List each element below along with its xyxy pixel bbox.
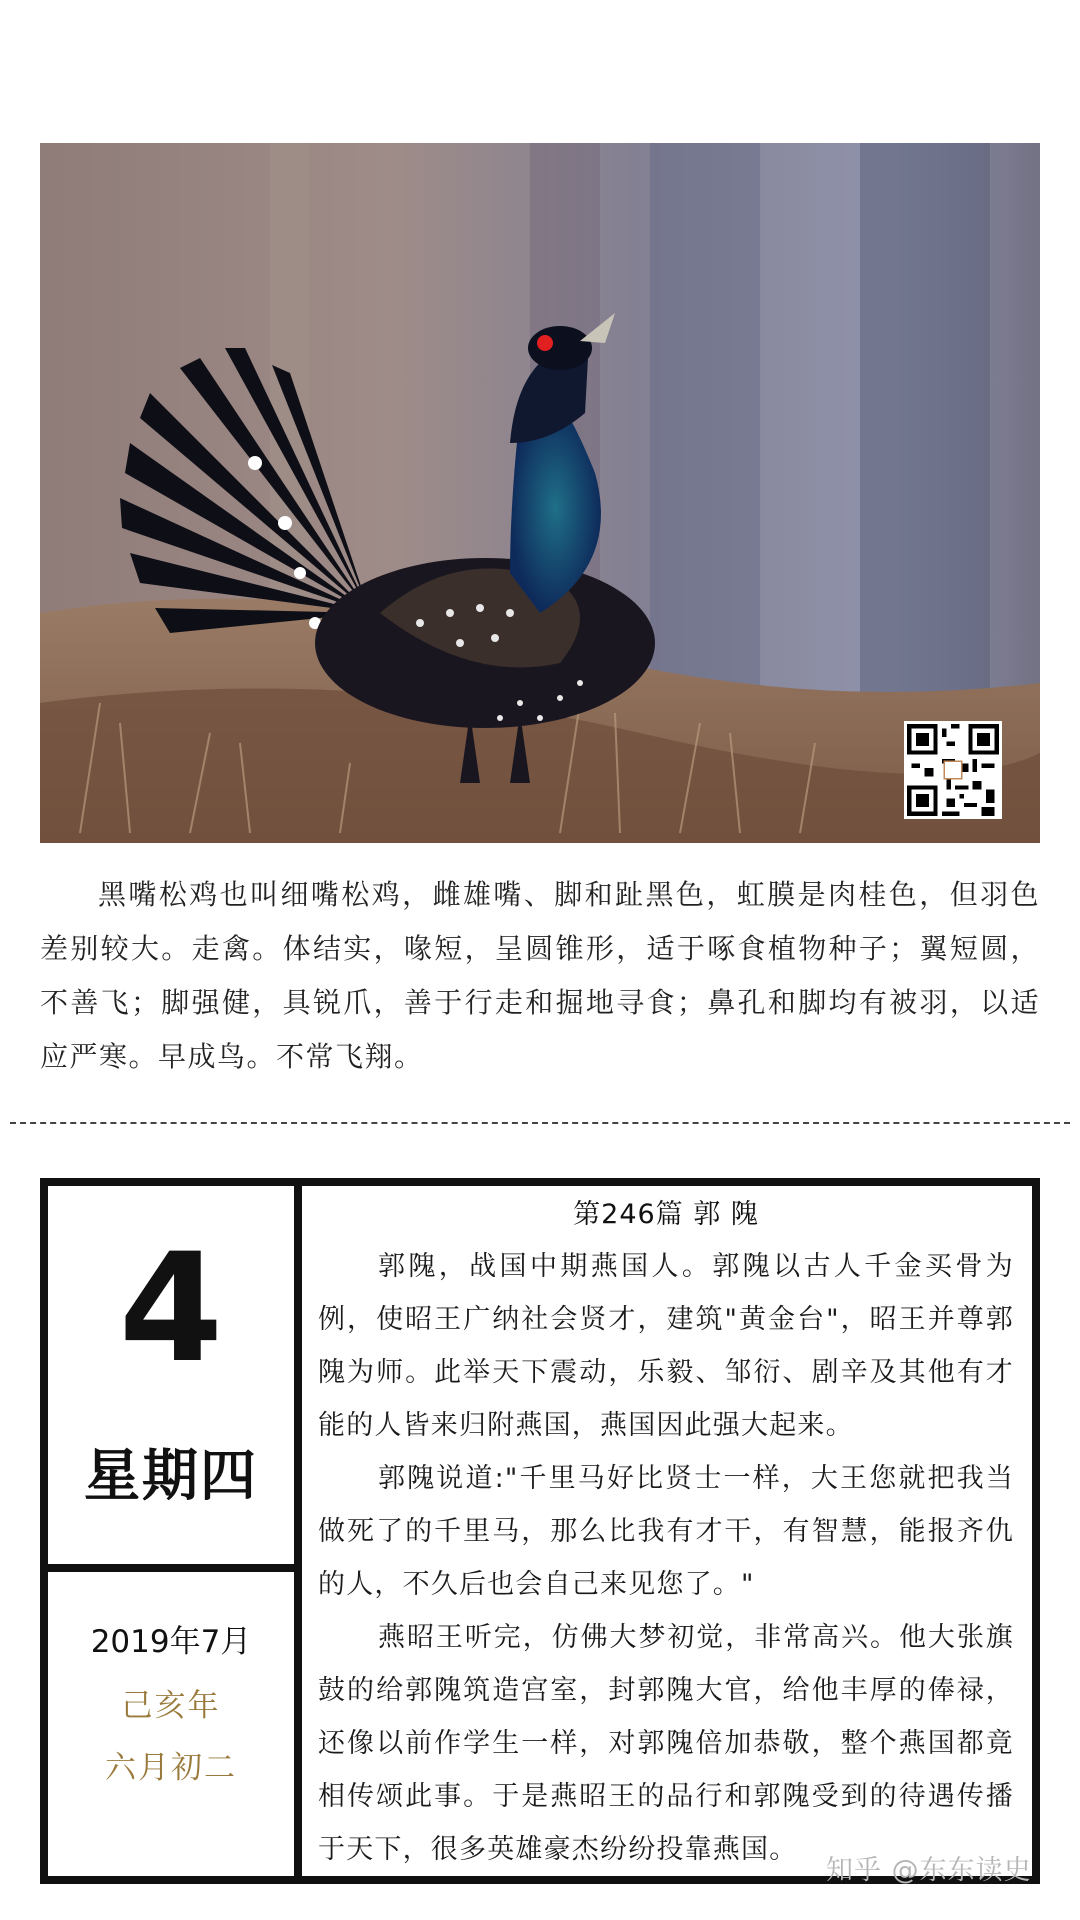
story-body [318,1240,1014,1876]
story-paragraph: 郭隗说道:"千里马好比贤士一样，大王您就把我当做死了的千里马，那么比我有才干，有智慧，能报齐仇的人，不久后也会自己来见您了。" [318,1463,1014,1600]
story-paragraph: 燕昭王听完，仿佛大梦初觉，非常高兴。他大张旗鼓的给郭隗筑造宫室，封郭隗大官，给他丰厚的俸禄，还像以前作学生一样，对郭隗倍加恭敬，整个燕国都竟相传颂此事。于是燕昭王的品行和郭隗受到的待遇传播于天下，很多英雄豪杰纷纷投靠燕国。 [318,1622,1014,1865]
story-paragraph: 郭隗，战国中期燕国人。郭隗以古人千金买骨为例，使昭王广纳社会贤才，建筑"黄金台"，昭王并尊郭隗为师。此举天下震动，乐毅、邹衍、剧辛及其他有才能的人皆来归附燕国，燕国因此强大起来。 [318,1251,1014,1441]
bird-description: 黑嘴松鸡也叫细嘴松鸡，雌雄嘴、脚和趾黑色，虹膜是肉桂色，但羽色差别较大。走禽。体结实，喙短，呈圆锥形，适于啄食植物种子；翼短圆，不善飞；脚强健，具锐爪，善于行走和掘地寻食；鼻孔和脚均有被羽，以适应严寒。早成鸟。不常飞翔。 [40,878,1040,1073]
ganzhi-year: 己亥年 [121,1688,221,1724]
story-title: 第246篇 郭 隗 [573,1199,759,1230]
weekday: 星期四 [84,1444,258,1509]
qr-code[interactable] [904,721,1002,819]
day-number: 4 [118,1222,224,1396]
year-month: 2019年7月 [90,1624,252,1660]
calendar-card [40,1178,1040,1884]
dashed-divider [10,1122,1070,1124]
lunar-day: 六月初二 [105,1750,237,1786]
bird-photo [40,143,1040,843]
story-column [310,1186,1024,1876]
date-box [48,1186,294,1572]
watermark: 知乎 @东东读史 [826,1855,1032,1886]
date-column [48,1186,302,1876]
lunar-box [48,1572,294,1876]
